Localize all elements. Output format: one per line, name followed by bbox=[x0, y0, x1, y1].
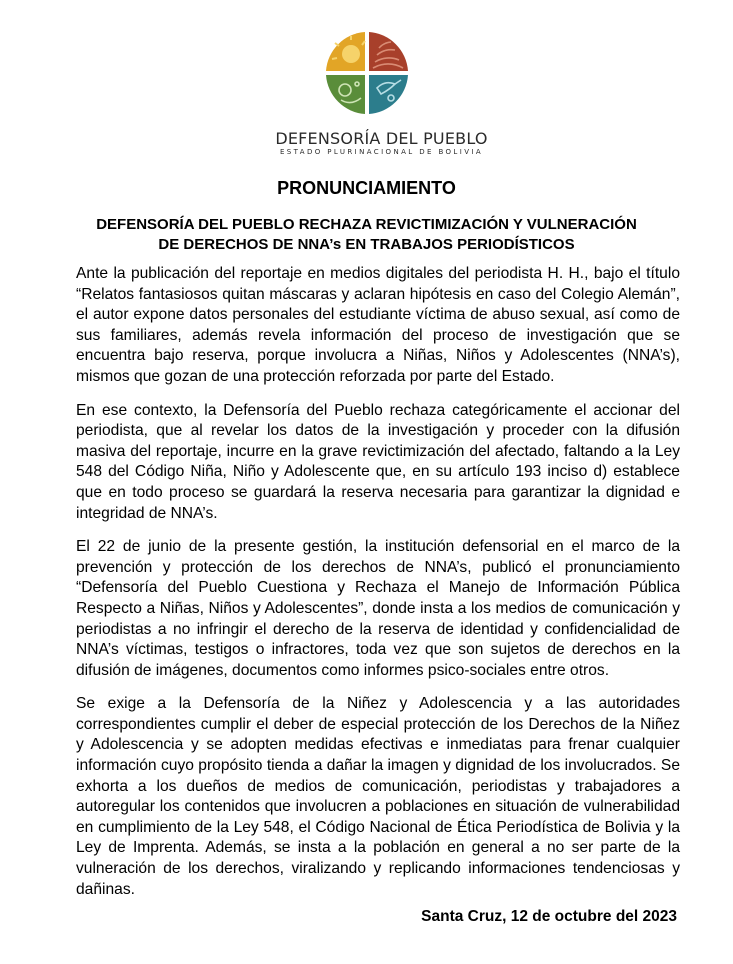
logo-quadrant-red bbox=[369, 32, 408, 71]
organization-subtitle: ESTADO PLURINACIONAL DE BOLIVIA bbox=[279, 148, 484, 156]
logo-quadrant-green bbox=[326, 75, 365, 114]
document-body bbox=[76, 264, 680, 913]
body-paragraph: Ante la publicación del reportaje en medios digitales del periodista H. H., bajo el título “Relatos fantasiosos quitan máscaras y aclaran hipótesis en caso del Colegio Alemán”, el autor expone datos personales del estudiante víctima de abuso sexual, así como de sus familiares, además revela información del proceso de investigación que se encuentra bajo reserva, porque involucra a Niñas, Niños y Adolescentes (NNA’s), mismos que gozan de una protección reforzada por parte del Estado. bbox=[76, 265, 680, 385]
defensoria-logo-icon bbox=[311, 24, 423, 124]
body-paragraph: El 22 de junio de la presente gestión, la institución defensorial en el marco de la prevención y protección de los derechos de NNA’s, publicó el pronunciamiento “Defensoría del Pueblo Cuestiona y Rechaza el Manejo de Información Pública Respecto a Niñas, Niños y Adolescentes”, donde insta a los medios de comunicación y periodistas a no infringir el derecho de la reserva de identidad y confidencialidad de NNA’s víctimas, testigos o infractores, toda vez que son sujetos de derechos en la difusión de imágenes, documentos como informes psico-sociales entre otros. bbox=[76, 538, 680, 679]
document-subtitle bbox=[60, 215, 673, 255]
place-and-date: Santa Cruz, 12 de octubre del 2023 bbox=[421, 908, 677, 925]
subtitle-line-1: DEFENSORÍA DEL PUEBLO RECHAZA REVICTIMIZACIÓN Y VULNERACIÓN bbox=[96, 216, 637, 233]
body-paragraph: En ese contexto, la Defensoría del Pueblo rechaza categóricamente el accionar del periodista, que al revelar los datos de la investigación y proceder con la difusión masiva del reportaje, incurre en la grave revictimización del afectado, faltando a la Ley 548 del Código Niña, Niño y Adolescente que, en su artículo 193 inciso d) establece que en todo proceso se guardará la reserva necesaria para garantizar la dignidad e integridad de NNA’s. bbox=[76, 401, 680, 522]
document-title: PRONUNCIAMIENTO bbox=[277, 178, 456, 198]
subtitle-line-2: DE DERECHOS DE NNA’s EN TRABAJOS PERIODÍSTICOS bbox=[158, 236, 575, 253]
organization-name: DEFENSORÍA DEL PUEBLO bbox=[275, 129, 488, 148]
logo-quadrant-teal bbox=[369, 75, 408, 114]
body-paragraph: Se exige a la Defensoría de la Niñez y Adolescencia y a las autoridades correspondientes cumplir el deber de especial protección de los Derechos de la Niñez y Adolescencia y se adopten medidas efectivas e inmediatas para frenar cualquier información cuyo propósito tienda a dañar la imagen y dignidad de los involucrados. Se exhorta a los dueños de medios de comunicación, periodistas y trabajadores a autoregular los contenidos que involucren a poblaciones en situación de vulnerabilidad en cumplimiento de la Ley 548, el Código Nacional de Ética Periodística de Bolivia y la Ley de Imprenta. Además, se insta a la población en general a no ser parte de la vulneración de los derechos, viralizando y replicando informaciones tendenciosas y dañinas. bbox=[76, 695, 680, 898]
letterhead bbox=[0, 24, 733, 157]
